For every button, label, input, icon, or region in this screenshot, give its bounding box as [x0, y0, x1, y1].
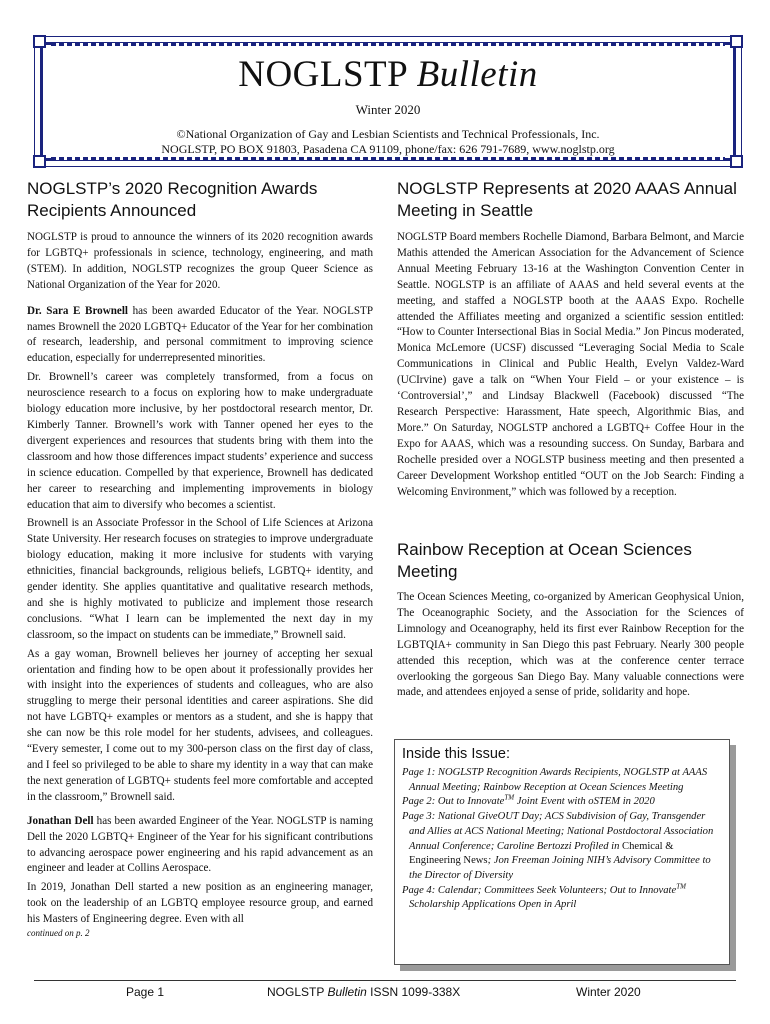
issue-date: Winter 2020	[355, 102, 421, 117]
border-band-top	[51, 43, 725, 46]
honoree-name: Dr. Sara E Brownell	[27, 304, 128, 317]
corner-ornament-icon	[33, 35, 46, 48]
article-title: NOGLSTP’s 2020 Recognition Awards Recipients Announced	[27, 179, 318, 220]
inside-this-issue-box	[394, 739, 730, 965]
article-paragraph: As a gay woman, Brownell believes her journey of accepting her sexual orientation and finding how to be open about it professionally provides her with insight into the experiences of students and colleagues, who are also struggling to merge their personal identities and career aspirations. She did not have LGBTQ+ examples or mentors as a student, and she is happy that she can now be this role model for her students, advisees, and colleagues. “Every semester, I come out to my 300-person class on the first day of class, and I feel so privileged to be able to share my identity in a way that can make the next generation of LGBTQ+ students feel more comfortable and accepted in the classroom,” Brownell said.	[27, 647, 373, 803]
article-paragraph: In 2019, Jonathan Dell started a new position as an engineering manager, took on the leadership of an LGBTQ employee resource group, and earned his Masters of Engineering degree. Even with all	[27, 881, 373, 926]
article-rainbow-reception	[397, 539, 744, 707]
footer-publication: NOGLSTP Bulletin ISSN 1099-338X	[267, 985, 461, 999]
article-paragraph: NOGLSTP is proud to announce the winners of its 2020 recognition awards for LGBTQ+ professionals in science, technology, engineering, and math (STEM). In addition, NOGLSTP recognizes the group Queer Science as National Organization of the Year for 2020.	[27, 231, 373, 291]
organization-name: ©National Organization of Gay and Lesbian Scientists and Technical Professionals, Inc.	[176, 127, 600, 141]
organization-address: NOGLSTP, PO BOX 91803, Pasadena CA 91109, phone/fax: 626 791-7689, www.noglstp.org	[161, 142, 615, 156]
inside-box-title: Inside this Issue:	[402, 746, 510, 762]
inside-item-page-2[interactable]: Page 2: Out to Innovate™ Joint Event with oSTEM in 2020	[402, 793, 655, 808]
article-aaas-meeting	[397, 178, 744, 506]
corner-ornament-icon	[730, 35, 743, 48]
border-band-bottom	[51, 157, 725, 160]
article-paragraph: Brownell is an Associate Professor in the School of Life Sciences at Arizona State University. Her research focuses on strategies to improve undergraduate biology education, making it more inclusive for students with varying ethnicities, financial backgrounds, religious beliefs, LGBTQ+ identity, and gender identity. She applies quantitative and qualitative research methods, and she is highly motivated to publicize and implement those research conclusions. “What I learn can be implemented the next day in my classroom, so the impact on students can be immediate,” Brownell said.	[27, 517, 373, 641]
article-paragraph: NOGLSTP Board members Rochelle Diamond, Barbara Belmont, and Marcie Mathis attended the American Association for the Advancement of Science Annual Meeting February 13-16 at the Washington Convention Center in Seattle. NOGLSTP is an affiliate of AAAS and held several events at the meeting, and staffed a NOGLSTP booth at the AAAS Expo. Rochelle attended the Affiliates meeting and organized a scientific session entitled: “How to Counter Intersectional Bias in Social Media.” Jon Pincus moderated, Monica McLemore (UCSF) discussed “Leveraging Social Media to Scale Communications in Clinical and Public Health, Evelyn Valdez-Ward (UCIrvine) gave a talk on “When Your Field – or your existence – is ‘Controversial’,” and Lindsay Blackwell (Facebook) discussed “The Research Perspective: Harassment, Hate speech, Algorithmic Bias, and More.” On Saturday, NOGLSTP anchored a LGBTQ+ Coffee Hour in the Expo for AAAS, which was a resounding success. On Sunday, Barbara and Rochelle presided over a NOGLSTP business meeting and then presented a Career Development Workshop entitled “OUT on the Job Search: Finding a Welcoming Environment,” which was followed by a reception.	[397, 231, 744, 498]
footer-issue: Winter 2020	[576, 985, 641, 999]
article-title: NOGLSTP Represents at 2020 AAAS Annual Meeting in Seattle	[397, 179, 737, 220]
article-paragraph: Dr. Sara E Brownell has been awarded Educator of the Year. NOGLSTP names Brownell the 2020 LGBTQ+ Educator of the Year for her combination of research, leadership, and personal commitment to improving science education, especially for underrepresented minorities.	[27, 304, 373, 365]
article-paragraph: The Ocean Sciences Meeting, co-organized by American Geophysical Union, The Oceanographic Society, and the Association for the Sciences of Limnology and Oceanography, held its first ever Rainbow Reception for the LGBTQIA+ community in San Diego this past February. Nearly 300 people attended this reception, which was at the conference center terrace overlooking the gorgeous San Diego Bay. Many valuable connections were made, and attendees enjoyed a sense of pride, solidarity and hope.	[397, 591, 744, 699]
inside-item-page-4[interactable]: Page 4: Calendar; Committees Seek Volunteers; Out to Innovate™ Scholarship Applications Open in April	[402, 882, 686, 911]
article-paragraph: Dr. Brownell’s career was completely transformed, from a focus on neuroscience research to a focus on exploring how to make undergraduate biology education more inclusive, by her postdoctoral research mentor, Dr. Kimberly Tanner. Brownell’s work with Tanner opened her eyes to the divergent experiences and resources that students bring with them into the classroom and how those differences impact students’ experience and success in science education. Compelled by that experience, Brownell has dedicated her career to researching and implementing improvements in biology education that aim to diversify who becomes a scientist.	[27, 371, 373, 511]
article-title: Rainbow Reception at Ocean Sciences Meeting	[397, 540, 692, 581]
honoree-name: Jonathan Dell	[27, 814, 94, 827]
article-paragraph: Jonathan Dell has been awarded Engineer of the Year. NOGLSTP is naming Dell the 2020 LGBTQ+ Engineer of the Year for his significant contributions to advancing aerospace power engineering and his rapid advancement as an engineer and leader at Collins Aerospace.	[27, 814, 374, 875]
corner-ornament-icon	[33, 155, 46, 168]
footer-page-number: Page 1	[126, 985, 165, 999]
bulletin-title: NOGLSTP Bulletin	[238, 54, 538, 95]
continued-note: continued on p. 2	[27, 928, 90, 939]
inside-item-page-1[interactable]: Page 1: NOGLSTP Recognition Awards Recipients, NOGLSTP at AAAS Annual Meeting; Rainbow Reception at Ocean Sciences Meeting	[402, 767, 708, 793]
article-recognition-awards	[27, 178, 373, 938]
masthead-frame	[40, 42, 736, 161]
footer-divider	[34, 980, 736, 981]
masthead	[34, 36, 742, 167]
corner-ornament-icon	[730, 155, 743, 168]
inside-item-page-3[interactable]: Page 3: National GiveOUT Day; ACS Subdivision of Gay, Transgender and Allies at ACS National Meeting; National Postdoctoral Association Annual Conference; Caroline Bertozzi Profiled in Chemical & Engineering News; Jon Freeman Joining NIH’s Advisory Committee to the Director of Diversity	[402, 811, 714, 881]
